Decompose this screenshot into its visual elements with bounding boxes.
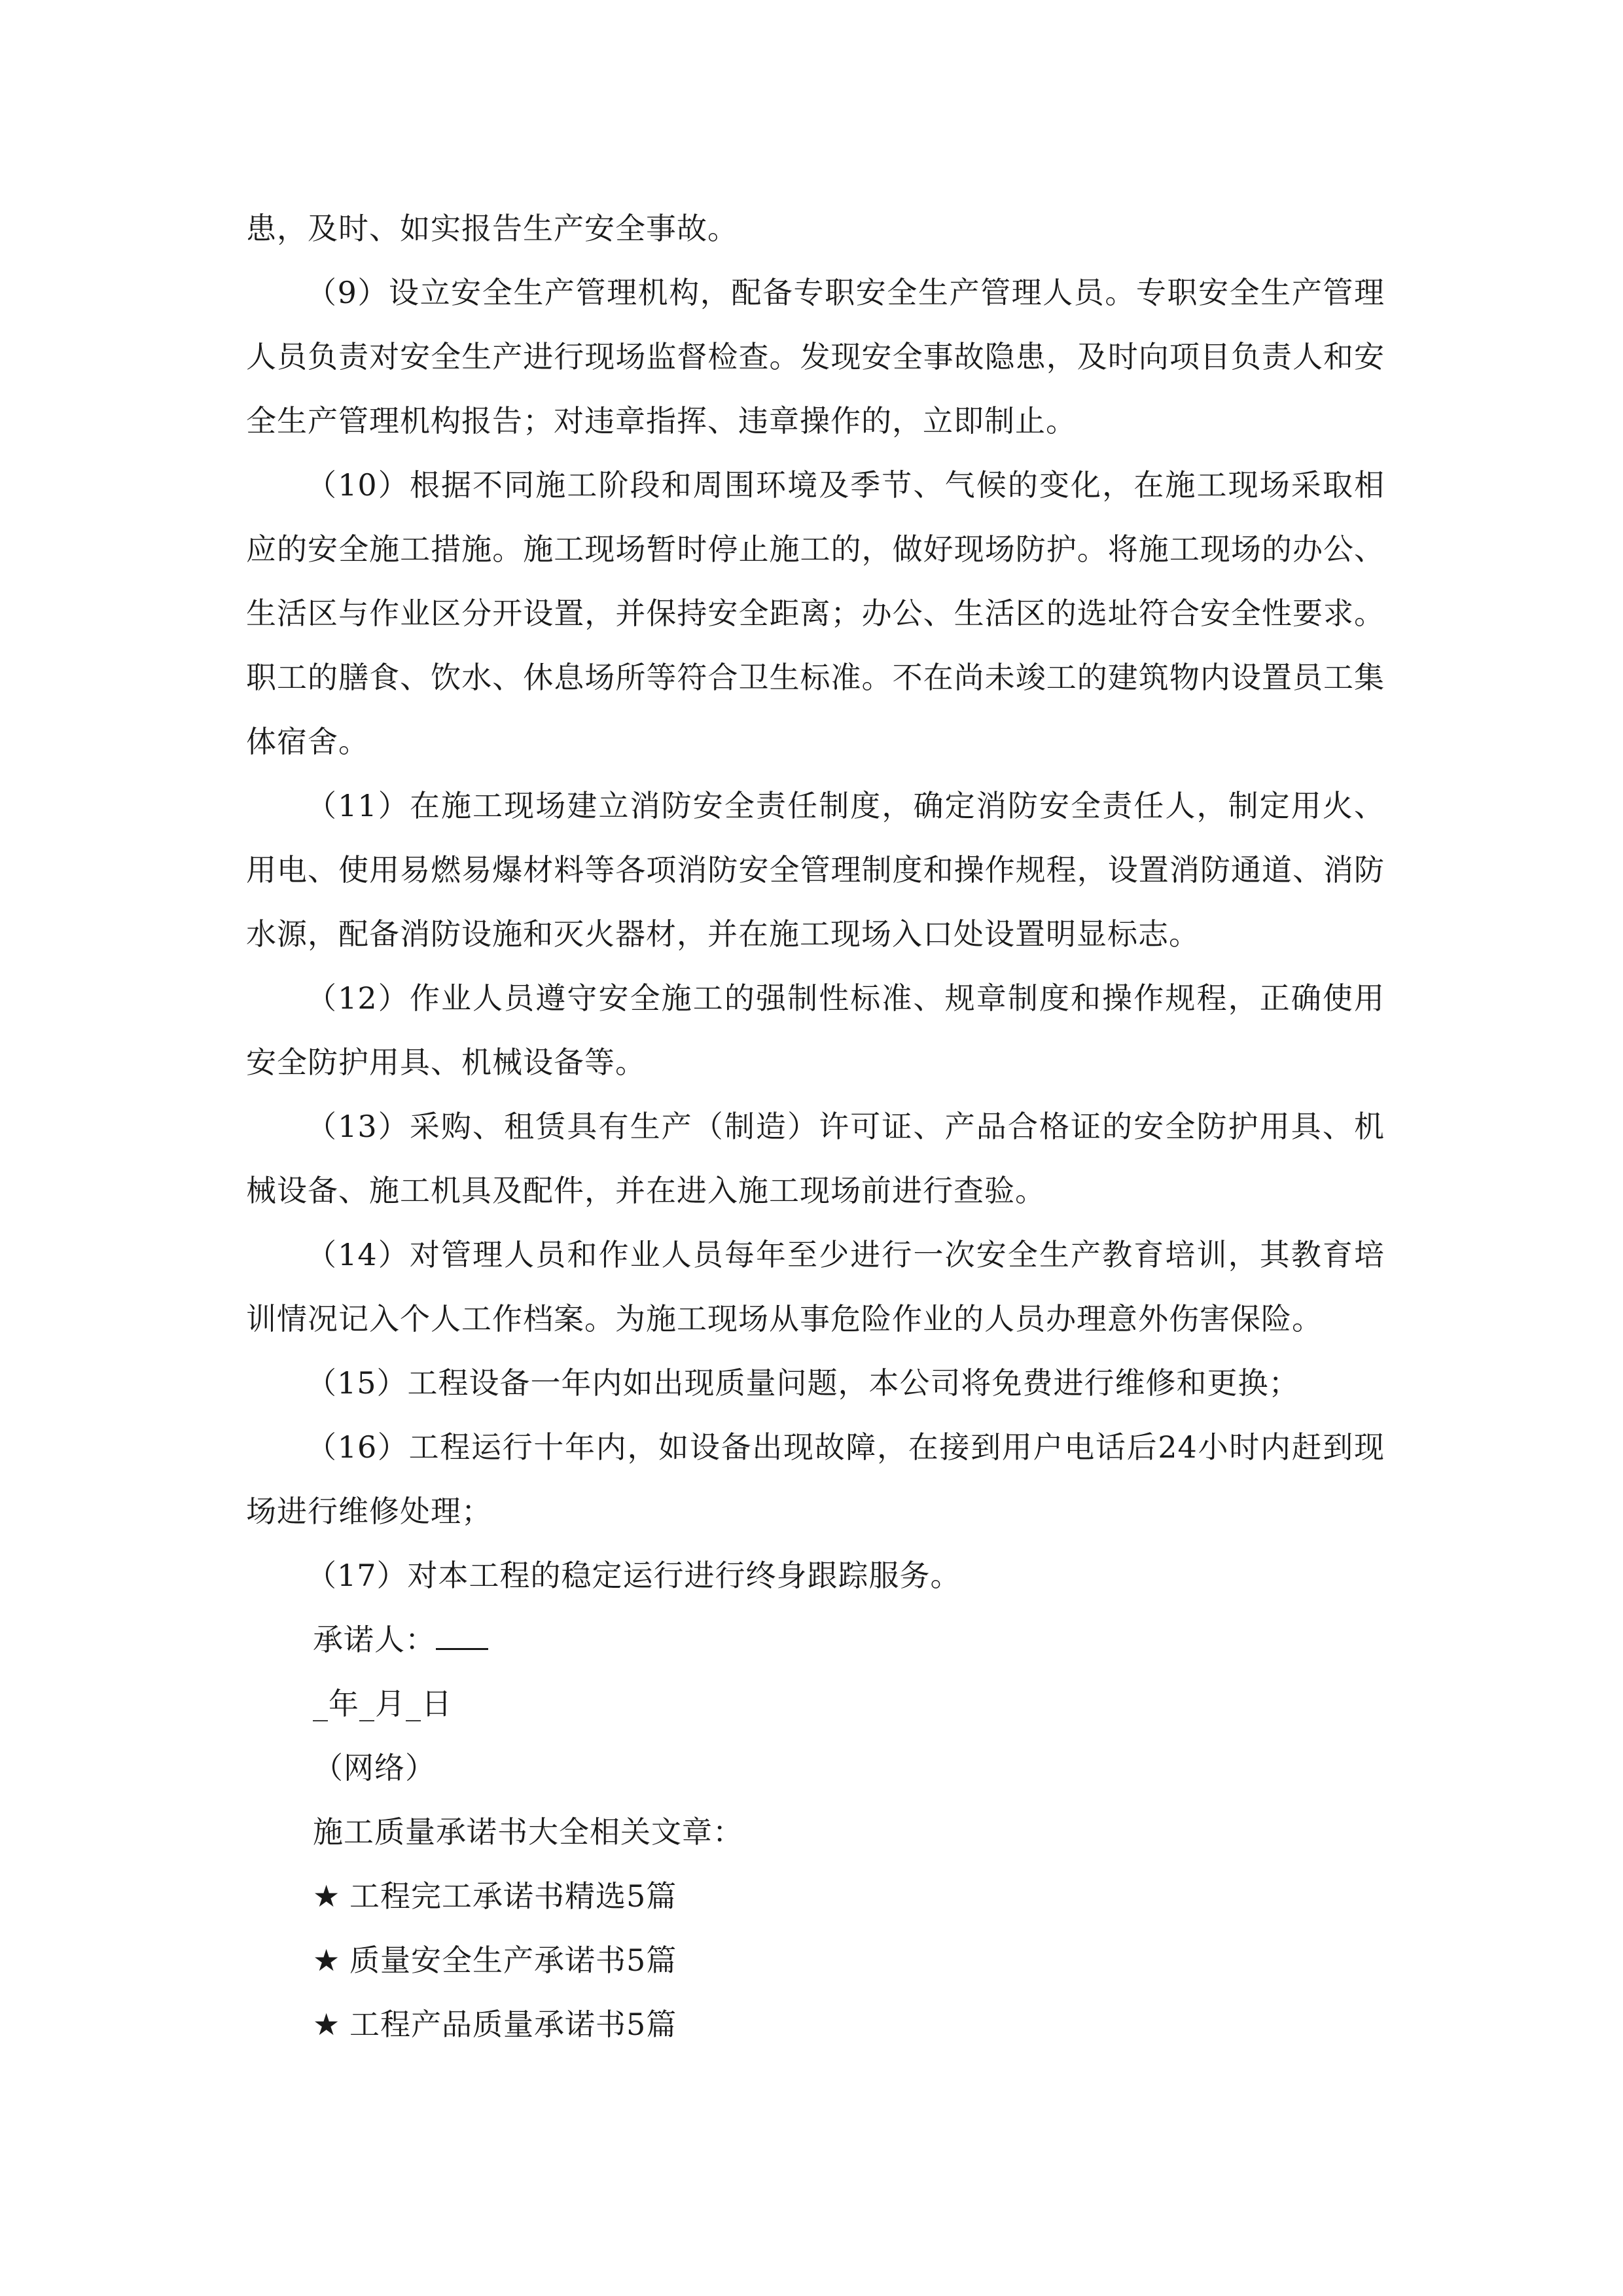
signature-label: 承诺人：: [313, 1622, 436, 1657]
star-icon: ★: [313, 2007, 341, 2042]
paragraph-item-12: （12）作业人员遵守安全施工的强制性标准、规章制度和操作规程，正确使用安全防护用具、机械设备等。: [246, 980, 1385, 1080]
paragraph-continued: 患，及时、如实报告生产安全事故。: [246, 211, 738, 246]
related-link[interactable]: [246, 1992, 1385, 2056]
document-page: [246, 196, 1385, 2056]
source-note: （网络）: [313, 1750, 436, 1785]
related-link-label: 质量安全生产承诺书5篇: [349, 1943, 677, 1978]
paragraph-item-10: （10）根据不同施工阶段和周围环境及季节、气候的变化，在施工现场采取相应的安全施工措施。施工现场暂时停止施工的，做好现场防护。将施工现场的办公、生活区与作业区分开设置，并保持安全距离；办公、生活区的选址符合安全性要求。职工的膳食、饮水、休息场所等符合卫生标准。不在尚未竣工的建筑物内设置员工集体宿舍。: [246, 467, 1385, 759]
related-link[interactable]: [246, 1864, 1385, 1928]
paragraph-item-13: （13）采购、租赁具有生产（制造）许可证、产品合格证的安全防护用具、机械设备、施工机具及配件，并在进入施工现场前进行查验。: [246, 1109, 1385, 1208]
paragraph-item-15: （15）工程设备一年内如出现质量问题，本公司将免费进行维修和更换；: [306, 1365, 1300, 1401]
paragraph-item-16: （16）工程运行十年内，如设备出现故障，在接到用户电话后24小时内赶到现场进行维修处理；: [246, 1429, 1385, 1529]
paragraph-item-17: （17）对本工程的稳定运行进行终身跟踪服务。: [306, 1558, 961, 1593]
related-link-label: 工程完工承诺书精选5篇: [349, 1878, 677, 1914]
signature-date: _年_月_日: [313, 1686, 452, 1721]
paragraph-item-14: （14）对管理人员和作业人员每年至少进行一次安全生产教育培训，其教育培训情况记入个人工作档案。为施工现场从事危险作业的人员办理意外伤害保险。: [246, 1237, 1385, 1336]
star-icon: ★: [313, 1878, 341, 1914]
star-icon: ★: [313, 1943, 341, 1978]
signature-blank: [436, 1622, 488, 1650]
signature-line: [246, 1607, 1385, 1672]
paragraph-item-11: （11）在施工现场建立消防安全责任制度，确定消防安全责任人，制定用火、用电、使用易燃易爆材料等各项消防安全管理制度和操作规程，设置消防通道、消防水源，配备消防设施和灭火器材，并在施工现场入口处设置明显标志。: [246, 788, 1385, 952]
related-link-label: 工程产品质量承诺书5篇: [349, 2007, 677, 2042]
paragraph-item-9: （9）设立安全生产管理机构，配备专职安全生产管理人员。专职安全生产管理人员负责对安全生产进行现场监督检查。发现安全事故隐患，及时向项目负责人和安全生产管理机构报告；对违章指挥、违章操作的，立即制止。: [246, 275, 1385, 439]
related-link[interactable]: [246, 1928, 1385, 1992]
related-heading: 施工质量承诺书大全相关文章：: [313, 1814, 743, 1850]
